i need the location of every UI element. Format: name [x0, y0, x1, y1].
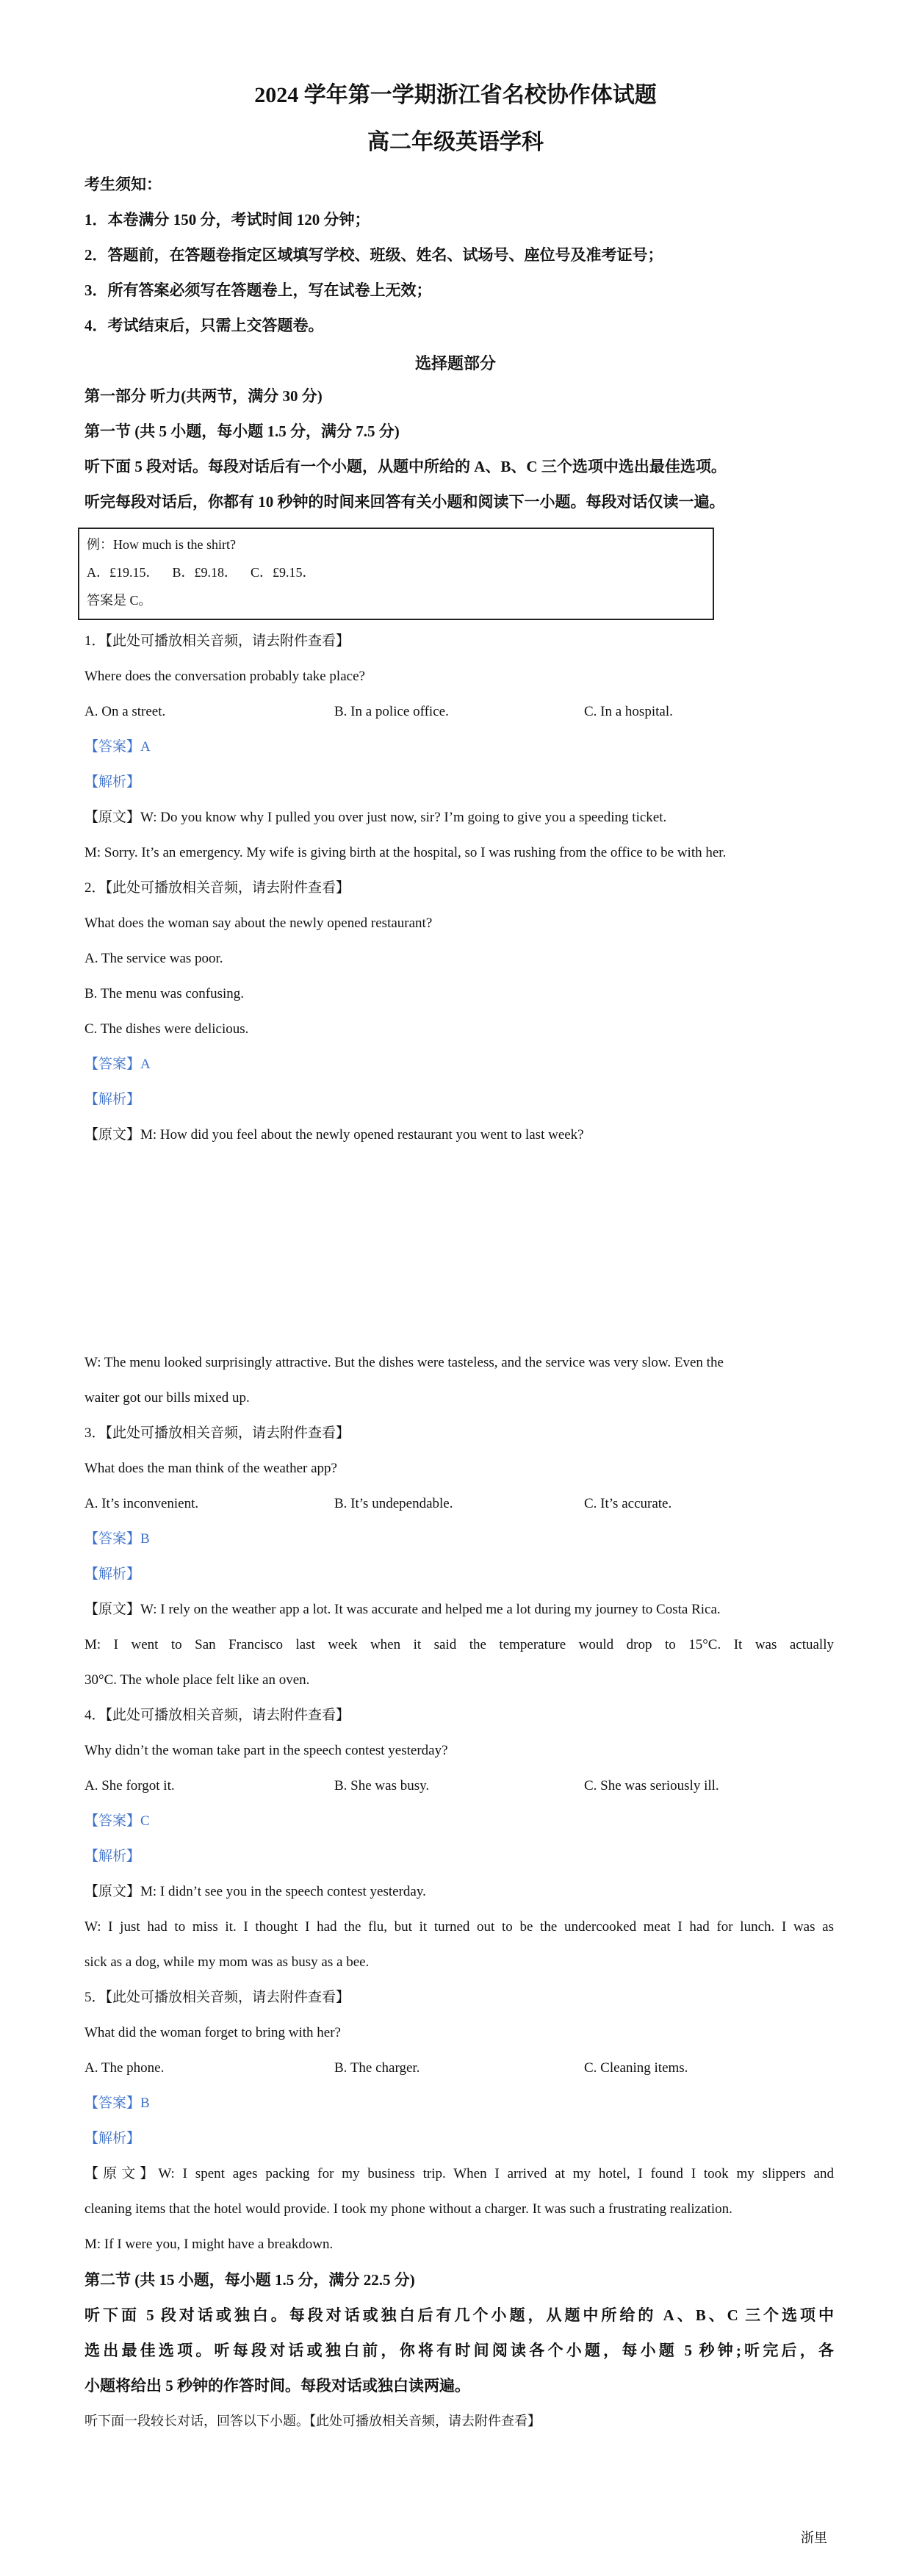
exam-title: 2024 学年第一学期浙江省名校协作体试题: [254, 83, 657, 107]
notice-item: 3．所有答案必须写在答题卷上，写在试卷上无效；: [84, 281, 432, 299]
transcript-line: 30°C. The whole place felt like an oven.: [84, 1672, 310, 1688]
section-title: 选择题部分: [414, 354, 496, 373]
transcript-line: waiter got our bills mixed up.: [84, 1390, 250, 1406]
option-a: A. She forgot it.: [84, 1778, 175, 1794]
option-a: A. On a street.: [84, 704, 166, 719]
question-options: [84, 2059, 834, 2078]
answer-label: 【答案】B: [84, 1531, 150, 1547]
answer-label: 【答案】A: [84, 1057, 151, 1072]
option-a: A. The service was poor.: [84, 951, 223, 966]
question-header: 2．【此处可播放相关音频，请去附件查看】: [84, 880, 350, 896]
question-options: [84, 1494, 834, 1514]
option-b: B. The menu was confusing.: [84, 986, 245, 1001]
transcript-line: W: The menu looked surprisingly attractive. But the dishes were tasteless, and the service was very slow. Even the: [84, 1355, 724, 1370]
page-footer: 浙里: [801, 2530, 827, 2545]
option-c: C. The dishes were delicious.: [84, 1021, 249, 1037]
transcript-line: W: I just had to miss it. I thought I had the flu, but it turned out to be the undercooked meat I had for lunch. I was as: [84, 1919, 834, 1935]
transcript-line: M: Sorry. It’s an emergency. My wife is giving birth at the hospital, so I was rushing from the office to be with her.: [84, 845, 727, 860]
notice-item: 4．考试结束后，只需上交答题卷。: [84, 317, 324, 334]
option-a: A. It’s inconvenient.: [84, 1496, 199, 1511]
part1-sub2-instruction: 选出最佳选项。听每段对话或独白前，你将有时间阅读各个小题，每小题 5 秒钟;听完后，各: [84, 2342, 834, 2359]
notice-item: 1．本卷满分 150 分，考试时间 120 分钟；: [84, 211, 370, 229]
transcript-line: 【原文】M: I didn’t see you in the speech contest yesterday.: [84, 1884, 426, 1899]
part1-instruction: 听下面 5 段对话。每段对话后有一个小题，从题中所给的 A、B、C 三个选项中选出最佳选项。: [84, 458, 727, 475]
transcript-line: 【原文】W: Do you know why I pulled you over just now, sir? I’m going to give you a speeding ticket.: [84, 810, 667, 825]
question-text: Where does the conversation probably take place?: [84, 669, 365, 684]
notice-item: 2．答题前，在答题卷指定区域填写学校、班级、姓名、试场号、座位号及准考证号；: [84, 246, 663, 264]
analysis-label: 【解析】: [84, 774, 141, 790]
part1-sub2-instruction: 听下面 5 段对话或独白。每段对话或独白后有几个小题，从题中所给的 A、B、C 三个选项中: [84, 2306, 834, 2324]
next-dialogue-note: 听下面一段较长对话，回答以下小题。【此处可播放相关音频，请去附件查看】: [84, 2414, 541, 2428]
transcript-line: M: If I were you, I might have a breakdown.: [84, 2237, 334, 2252]
question-text: Why didn’t the woman take part in the speech contest yesterday?: [84, 1743, 448, 1758]
option-c: C. She was seriously ill.: [584, 1778, 719, 1794]
question-options: [84, 1777, 834, 1796]
question-header: 5．【此处可播放相关音频，请去附件查看】: [84, 1990, 350, 2005]
transcript-line: 【原文】W: I spent ages packing for my business trip. When I arrived at my hotel, I found I took my slippers and: [84, 2166, 834, 2181]
question-text: What does the man think of the weather app?: [84, 1461, 337, 1476]
analysis-label: 【解析】: [84, 1566, 141, 1582]
question-text: What does the woman say about the newly opened restaurant?: [84, 915, 433, 931]
example-options: A．£19.15． B．£9.18． C．£9.15．: [87, 565, 316, 580]
option-c: C. Cleaning items.: [584, 2060, 688, 2076]
question-options: [84, 702, 834, 722]
part1-sub2: 第二节 (共 15 小题，每小题 1.5 分，满分 22.5 分): [84, 2271, 415, 2289]
option-a: A. The phone.: [84, 2060, 165, 2076]
question-header: 3．【此处可播放相关音频，请去附件查看】: [84, 1425, 350, 1441]
answer-label: 【答案】A: [84, 739, 151, 755]
part1-heading: 第一部分 听力(共两节，满分 30 分): [84, 387, 323, 405]
question-text: What did the woman forget to bring with her?: [84, 2025, 341, 2040]
option-c: C. It’s accurate.: [584, 1496, 672, 1511]
option-b: B. She was busy.: [334, 1778, 430, 1794]
option-b: B. The charger.: [334, 2060, 420, 2076]
part1-sub2-instruction: 小题将给出 5 秒钟的作答时间。每段对话或独白读两遍。: [84, 2377, 470, 2395]
part1-instruction: 听完每段对话后，你都有 10 秒钟的时间来回答有关小题和阅读下一小题。每段对话仅读一遍。: [84, 493, 725, 511]
option-b: B. In a police office.: [334, 704, 449, 719]
analysis-label: 【解析】: [84, 1849, 141, 1864]
analysis-label: 【解析】: [84, 1092, 141, 1107]
question-header: 1．【此处可播放相关音频，请去附件查看】: [84, 633, 350, 649]
part1-sub1: 第一节 (共 5 小题，每小题 1.5 分，满分 7.5 分): [84, 422, 400, 440]
transcript-line: 【原文】W: I rely on the weather app a lot. It was accurate and helped me a lot during my journey to Costa Rica.: [84, 1602, 721, 1617]
option-c: C. In a hospital.: [584, 704, 673, 719]
answer-label: 【答案】C: [84, 1813, 150, 1829]
example-question: 例：How much is the shirt?: [87, 537, 236, 552]
answer-label: 【答案】B: [84, 2095, 150, 2111]
option-b: B. It’s undependable.: [334, 1496, 453, 1511]
exam-subtitle: 高二年级英语学科: [367, 130, 544, 154]
notice-heading: 考生须知：: [84, 176, 162, 193]
transcript-line: 【原文】M: How did you feel about the newly opened restaurant you went to last week?: [84, 1127, 584, 1143]
example-answer: 答案是 C。: [87, 593, 152, 608]
analysis-label: 【解析】: [84, 2131, 141, 2146]
question-header: 4．【此处可播放相关音频，请去附件查看】: [84, 1708, 350, 1723]
transcript-line: sick as a dog, while my mom was as busy as a bee.: [84, 1954, 370, 1970]
transcript-line: M: I went to San Francisco last week when it said the temperature would drop to 15°C. It was actually: [84, 1637, 834, 1652]
transcript-line: cleaning items that the hotel would provide. I took my phone without a charger. It was such a frustrating realization.: [84, 2201, 732, 2217]
